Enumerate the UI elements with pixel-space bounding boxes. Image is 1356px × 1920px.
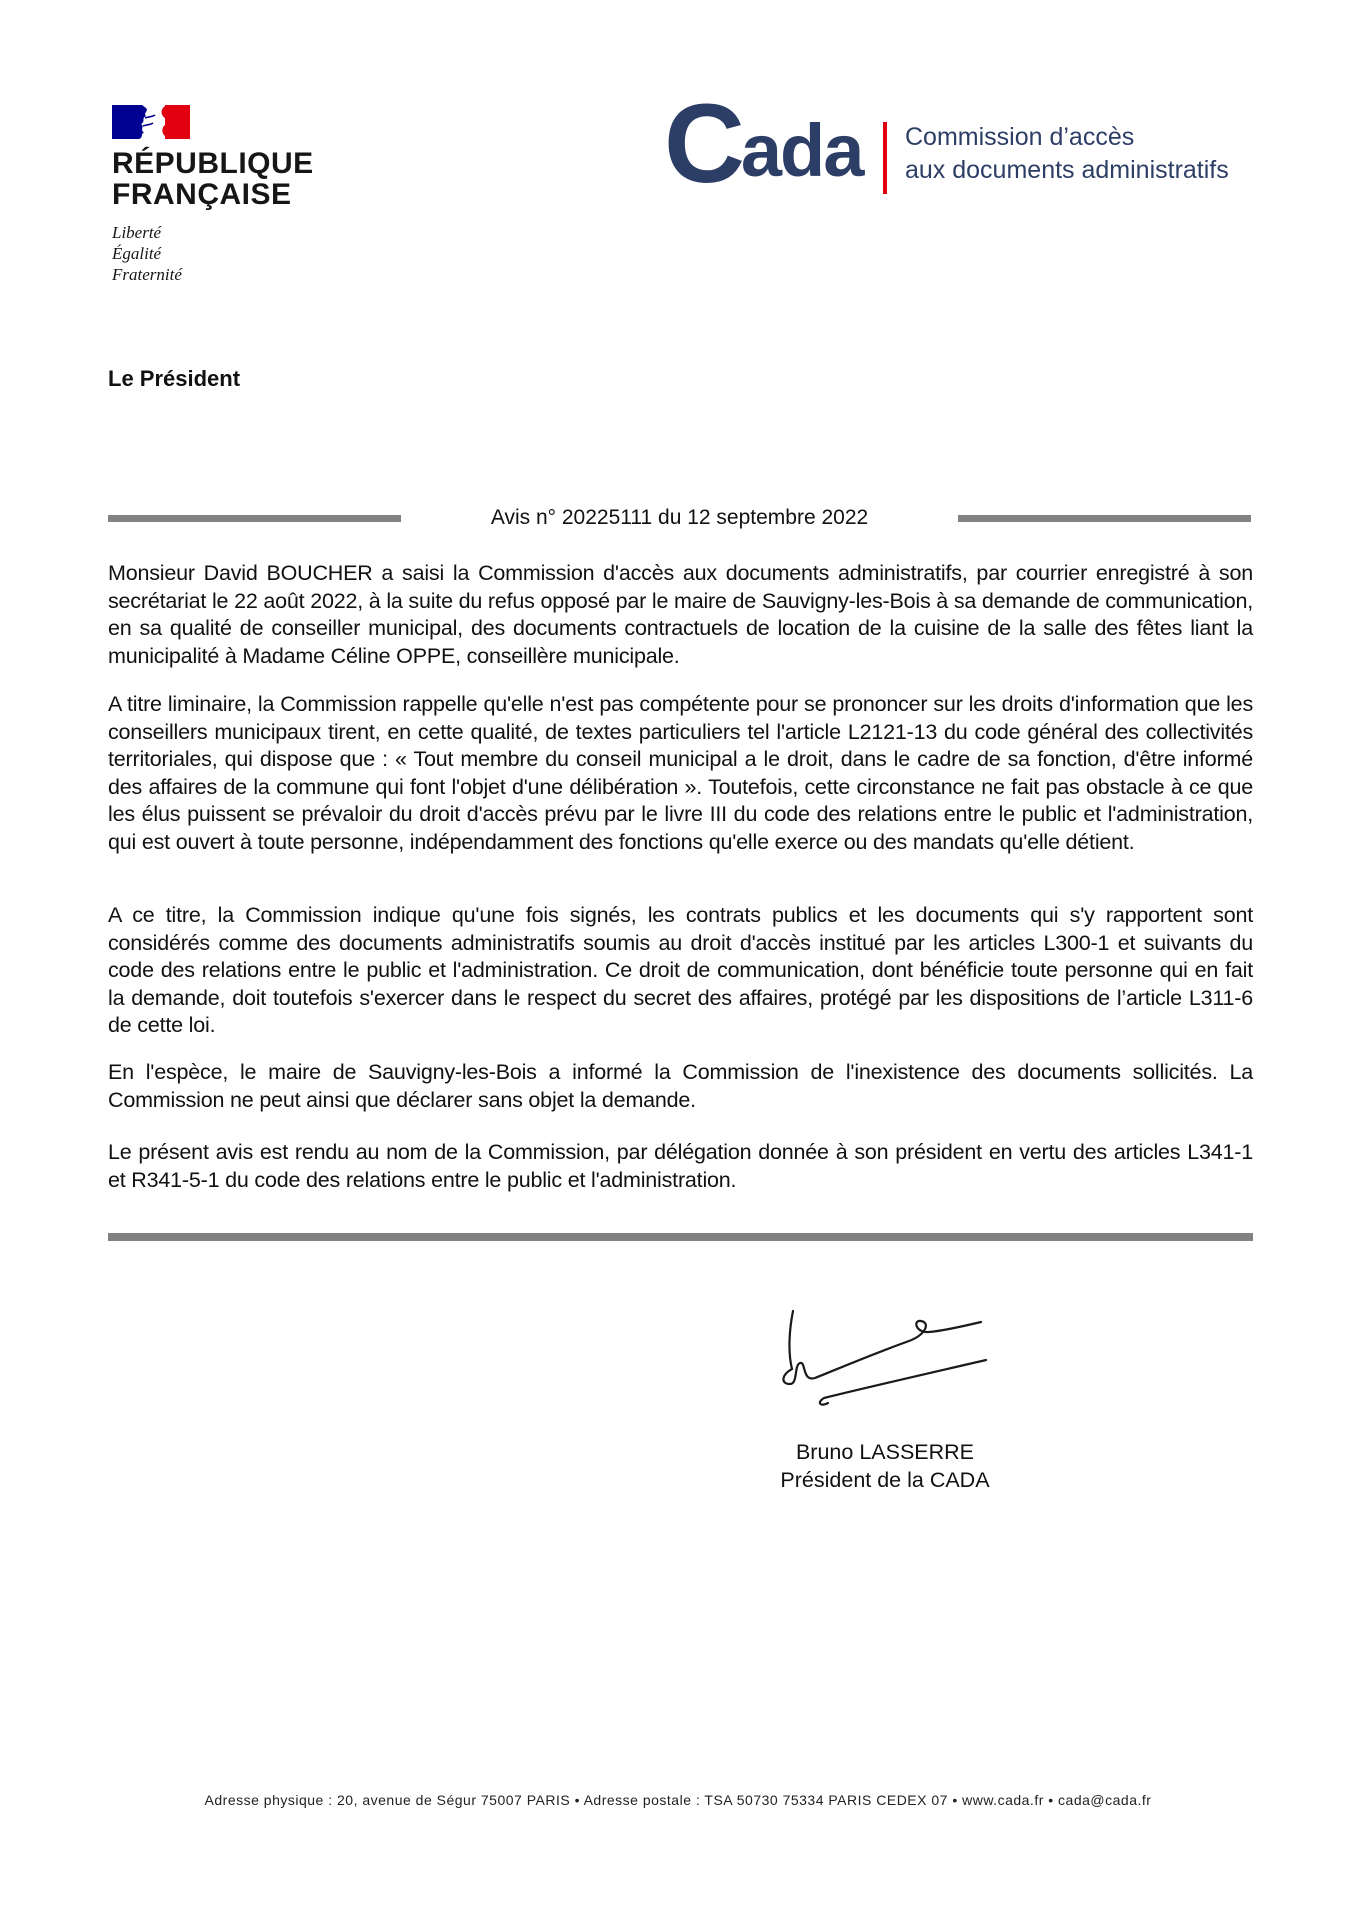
cada-tagline-line1: Commission d’accès (905, 123, 1135, 151)
cada-wordmark-c: C (664, 81, 741, 206)
signatory-role: Président de la CADA (780, 1468, 990, 1492)
signature-block (690, 1438, 1080, 1494)
cada-wordmark-ada: ada (740, 109, 863, 192)
paragraph-a-ce-titre: A ce titre, la Commission indique qu'une fois signés, les contrats publics et les documents qui s'y rapportent sont considérés comme des documents administratifs soumis au droit d'accès institué par les articles L300-1 et suivants du code des relations entre le public et l'administration. Ce droit de communication, dont bénéficie toute personne qui en fait la demande, doit toutefois s'exercer dans le respect du secret des affaires, protégé par les dispositions de l’article L311-6 de cette loi. (108, 903, 1253, 1037)
subject-rule-right (958, 515, 1251, 522)
motto-liberte: Liberté (112, 223, 162, 242)
paragraph-titre-liminaire: A titre liminaire, la Commission rappelle qu'elle n'est pas compétente pour se prononcer sur les droits d'information que les conseillers municipaux tirent, en cette qualité, de textes particuliers tel l'article L2121-13 du code général des collectivités territoriales, qui dispose que : « Tout membre du conseil municipal a le droit, dans le cadre de sa fonction, d'être informé des affaires de la commune qui font l'objet d'une délibération ». Toutefois, cette circonstance ne fait pas obstacle à ce que les élus puissent se prévaloir du droit d'accès prévu par le livre III du code des relations entre le public et l'administration, qui est ouvert à toute personne, indépendamment des fonctions qu'elle exerce ou des mandats qu'elle détient. (108, 692, 1253, 854)
paragraph-saisine: Monsieur David BOUCHER a saisi la Commission d'accès aux documents administratifs, par courrier enregistré à son secrétariat le 22 août 2022, à la suite du refus opposé par le maire de Sauvigny-les-Bois à sa demande de communication, en sa qualité de conseiller municipal, des documents contractuels de location de la cuisine de la salle des fêtes liant la municipalité à Madame Céline OPPE, conseillère municipale. (108, 561, 1253, 668)
subject-rule-left (108, 515, 401, 522)
subject-row (108, 503, 1251, 533)
liberte-egalite-fraternite-motto (112, 222, 314, 285)
republique-francaise-logo (112, 105, 314, 285)
cada-wordmark (664, 81, 863, 206)
cada-tagline-line2: aux documents administratifs (905, 156, 1229, 184)
signatory-name: Bruno LASSERRE (795, 1440, 975, 1464)
cada-logo-separator (883, 122, 887, 194)
paragraph-delegation: Le présent avis est rendu au nom de la Commission, par délégation donnée à son président en vertu des articles L341-1 et R341-5-1 du code des relations entre le public et l'administration. (108, 1140, 1253, 1192)
subject-title: Avis n° 20225111 du 12 septembre 2022 (490, 506, 869, 529)
republique-francaise-title (112, 148, 314, 210)
francaise-line: FRANÇAISE (112, 178, 292, 211)
bottom-rule (108, 1233, 1253, 1241)
sender-title: Le Président (108, 366, 241, 391)
motto-egalite: Égalité (112, 244, 162, 263)
handwritten-signature (778, 1303, 1000, 1415)
cada-tagline (905, 121, 1229, 187)
republique-line: RÉPUBLIQUE (112, 147, 314, 180)
paragraph-en-espece: En l'espèce, le maire de Sauvigny-les-Bois a informé la Commission de l'inexistence des documents sollicités. La Commission ne peut ainsi que déclarer sans objet la demande. (108, 1060, 1253, 1112)
french-flag-marianne-icon (112, 105, 190, 139)
footer-address-line: Adresse physique : 20, avenue de Ségur 75007 PARIS • Adresse postale : TSA 50730 75334 PARIS CEDEX 07 • www.cada.fr • cada@cada.fr (204, 1792, 1152, 1808)
motto-fraternite: Fraternité (112, 265, 182, 284)
